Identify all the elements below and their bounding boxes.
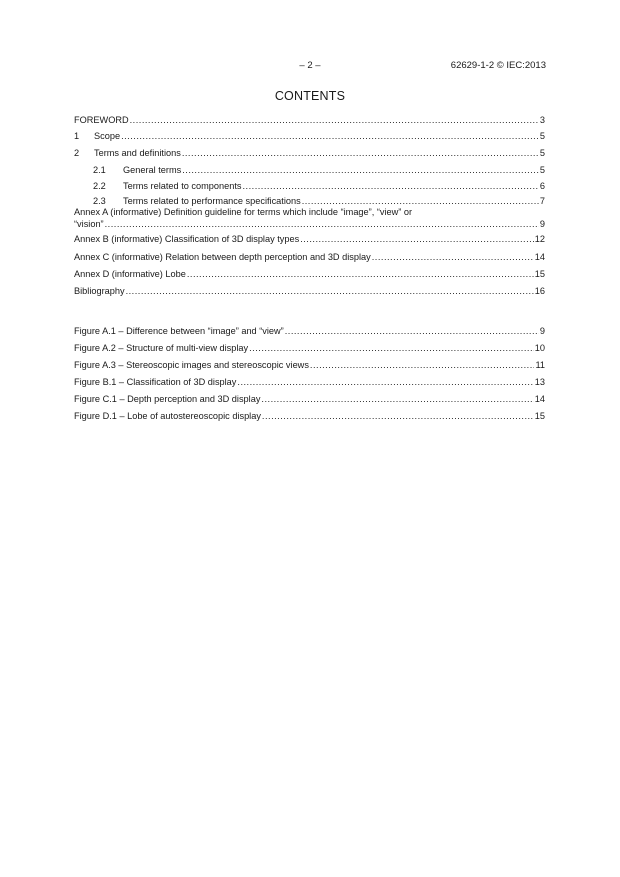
- toc-page: 5: [539, 131, 545, 141]
- toc-entry-foreword[interactable]: [74, 114, 545, 130]
- toc-page: 6: [539, 181, 545, 191]
- table-of-contents: [74, 114, 545, 302]
- toc-label: Scope: [94, 131, 121, 141]
- list-of-figures: [74, 325, 545, 427]
- toc-page: 5: [539, 165, 545, 175]
- leader-dots: [130, 114, 539, 126]
- figure-entry[interactable]: [74, 359, 545, 376]
- leader-dots: [187, 268, 534, 280]
- toc-entry-performance[interactable]: [74, 195, 545, 207]
- toc-number: 1: [74, 131, 80, 141]
- toc-page: 9: [539, 219, 545, 229]
- figure-page: 11: [535, 360, 545, 370]
- toc-number: 2.3: [93, 196, 106, 206]
- page-number: – 2 –: [299, 60, 321, 71]
- toc-entry-annex-c[interactable]: [74, 251, 545, 268]
- toc-entry-annex-b[interactable]: [74, 233, 545, 251]
- toc-label-continuation: “vision”: [74, 219, 104, 229]
- document-reference: 62629-1-2 © IEC:2013: [450, 60, 546, 71]
- toc-entry-terms[interactable]: [74, 147, 545, 164]
- figure-page: 14: [534, 394, 545, 404]
- figure-entry[interactable]: [74, 393, 545, 410]
- toc-label: Annex B (informative) Classification of 3D display types: [74, 234, 300, 244]
- figure-label: Figure D.1 – Lobe of autostereoscopic display: [74, 411, 261, 421]
- toc-label: FOREWORD: [74, 115, 129, 125]
- toc-label: Bibliography: [74, 286, 125, 296]
- toc-page: 14: [534, 252, 545, 262]
- leader-dots: [126, 285, 534, 297]
- figure-entry[interactable]: [74, 342, 545, 359]
- leader-dots: [105, 218, 539, 230]
- toc-page: 15: [534, 269, 545, 279]
- contents-title: CONTENTS: [274, 89, 346, 103]
- toc-label: Terms related to components: [123, 181, 242, 191]
- leader-dots: [302, 195, 539, 207]
- toc-label: Terms related to performance specifications: [123, 196, 301, 206]
- toc-page: 7: [539, 196, 545, 206]
- figure-entry[interactable]: [74, 325, 545, 342]
- figure-page: 13: [534, 377, 545, 387]
- figure-label: Figure A.3 – Stereoscopic images and stereoscopic views: [74, 360, 309, 370]
- page-header: [74, 60, 546, 74]
- toc-number: 2.2: [93, 181, 106, 191]
- toc-label: Terms and definitions: [94, 148, 181, 158]
- leader-dots: [121, 130, 539, 142]
- leader-dots: [237, 376, 533, 388]
- leader-dots: [310, 359, 535, 371]
- toc-entry-scope[interactable]: [74, 130, 545, 147]
- leader-dots: [262, 410, 534, 422]
- toc-page: 5: [539, 148, 545, 158]
- toc-entry-annex-d[interactable]: [74, 268, 545, 285]
- leader-dots: [261, 393, 533, 405]
- figure-label: Figure A.1 – Difference between “image” and “view”: [74, 326, 284, 336]
- figure-page: 15: [534, 411, 545, 421]
- leader-dots: [242, 180, 538, 192]
- toc-entry-general-terms[interactable]: [74, 164, 545, 180]
- toc-entry-bibliography[interactable]: [74, 285, 545, 302]
- toc-page: 16: [534, 286, 545, 296]
- figure-entry[interactable]: [74, 376, 545, 393]
- leader-dots: [249, 342, 534, 354]
- leader-dots: [182, 147, 539, 159]
- figure-entry[interactable]: [74, 410, 545, 427]
- leader-dots: [285, 325, 539, 337]
- figure-label: Figure B.1 – Classification of 3D display: [74, 377, 237, 387]
- toc-label: Annex D (informative) Lobe: [74, 269, 186, 279]
- toc-page: 12: [534, 234, 545, 244]
- figure-label: Figure A.2 – Structure of multi-view display: [74, 343, 249, 353]
- toc-label: Annex A (informative) Definition guideline for terms which include “image”, “view” or: [74, 207, 413, 217]
- toc-label: Annex C (informative) Relation between depth perception and 3D display: [74, 252, 371, 262]
- toc-entry-components[interactable]: [74, 180, 545, 195]
- toc-entry-annex-a[interactable]: [74, 207, 545, 233]
- toc-page: 3: [539, 115, 545, 125]
- toc-label: General terms: [123, 165, 182, 175]
- toc-number: 2.1: [93, 165, 106, 175]
- figure-label: Figure C.1 – Depth perception and 3D display: [74, 394, 261, 404]
- figure-page: 10: [534, 343, 545, 353]
- leader-dots: [372, 251, 534, 263]
- leader-dots: [300, 233, 534, 245]
- leader-dots: [182, 164, 539, 176]
- toc-number: 2: [74, 148, 80, 158]
- figure-page: 9: [539, 326, 545, 336]
